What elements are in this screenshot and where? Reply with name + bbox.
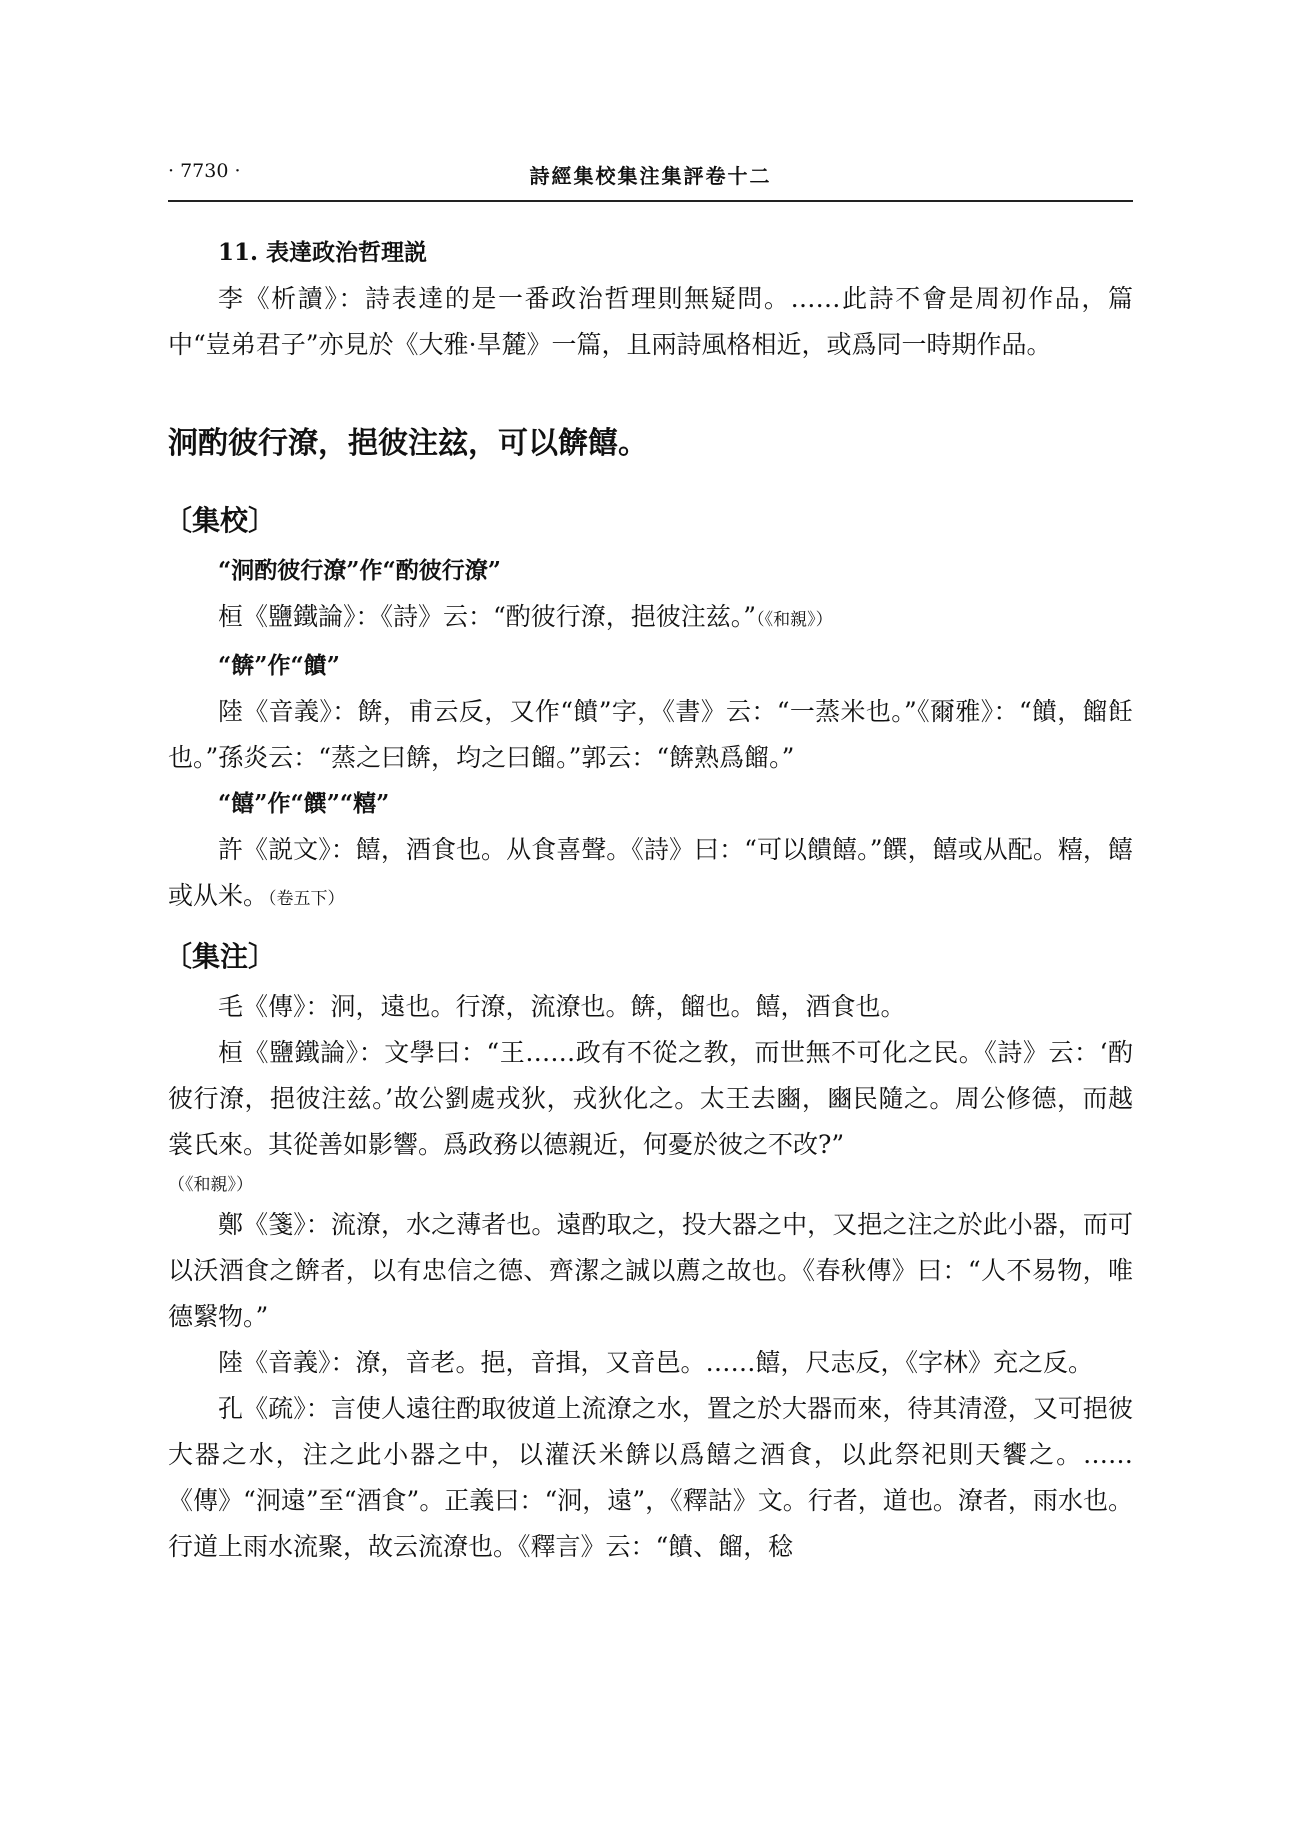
- paragraph: [168, 827, 1133, 922]
- variant-heading: “泂酌彼行潦”作“酌彼行潦”: [218, 557, 501, 584]
- paragraph-text: 許《説文》：饎，酒食也。从食喜聲。《詩》曰：“可以饋饎。”饌，饎或从配。糦，饎或从米。: [168, 835, 1133, 910]
- paragraph: 毛《傳》：泂，遠也。行潦，流潦也。餴，餾也。饎，酒食也。: [218, 992, 906, 1021]
- paragraph: 李《析讀》：詩表達的是一番政治哲理則無疑問。……此詩不會是周初作品，篇中“豈弟君子”亦見於《大雅·旱麓》一篇，且兩詩風格相近，或爲同一時期作品。: [168, 284, 1133, 359]
- paragraph: 陸《音義》：餴，甫云反，又作“饙”字，《書》云：“一蒸米也。”《爾雅》：“饙，餾飪也。”孫炎云：“蒸之曰餴，均之曰餾。”郭云：“餴熟爲餾。”: [168, 697, 1133, 772]
- source-note: （《和親》）: [756, 610, 833, 630]
- page-number: · 7730 ·: [168, 160, 241, 182]
- paragraph: 陸《音義》：潦，音老。挹，音揖，又音邑。……饎，尺志反，《字林》充之反。: [218, 1348, 1094, 1377]
- paragraph: 鄭《箋》：流潦，水之薄者也。遠酌取之，投大器之中，又挹之注之於此小器，而可以沃酒食之餴者，以有忠信之德、齊潔之誠以薦之故也。《春秋傳》曰：“人不易物，唯德繄物。”: [168, 1210, 1133, 1331]
- paragraph: 孔《疏》：言使人遠往酌取彼道上流潦之水，置之於大器而來，待其清澄，又可挹彼大器之水，注之此小器之中，以灌沃米餴以爲饎之酒食，以此祭祀則天饗之。……《傳》“泂遠”至“酒食”。正義曰：“泂，遠”，《釋詁》文。行者，道也。潦者，雨水也。行道上雨水流聚，故云流潦也。《釋言》云：“饙、餾，稔: [168, 1394, 1133, 1561]
- page-body: [164, 230, 1133, 1570]
- verse-line: 泂酌彼行潦，挹彼注玆，可以餴饎。: [168, 426, 648, 461]
- section-heading-jizhu: 〔集注〕: [164, 940, 277, 973]
- paragraph: 桓《鹽鐵論》：文學曰：“王……政有不從之教，而世無不可化之民。《詩》云：‘酌彼行潦，挹彼注兹。’故公劉處戎狄，戎狄化之。太王去豳，豳民隨之。周公修德，而越裳氏來。其從善如影響。爲政務以德親近，何憂於彼之不改?”: [168, 1038, 1133, 1159]
- section-heading-jijiao: 〔集校〕: [164, 504, 277, 537]
- running-title: 詩經集校集注集評卷十二: [529, 164, 772, 188]
- paragraph: [168, 594, 1133, 643]
- source-note: （《和親》）: [168, 1175, 253, 1195]
- variant-heading: “饎”作“饌”“糦”: [218, 790, 390, 817]
- paragraph-text: 桓《鹽鐵論》：《詩》云：“酌彼行潦，挹彼注兹。”: [218, 602, 757, 631]
- header-rule: [168, 200, 1133, 202]
- page-header: [168, 160, 1133, 194]
- source-note: （卷五下）: [268, 889, 345, 909]
- variant-heading: “餴”作“饙”: [218, 652, 340, 679]
- subsection-heading: 11. 表達政治哲理説: [218, 239, 428, 266]
